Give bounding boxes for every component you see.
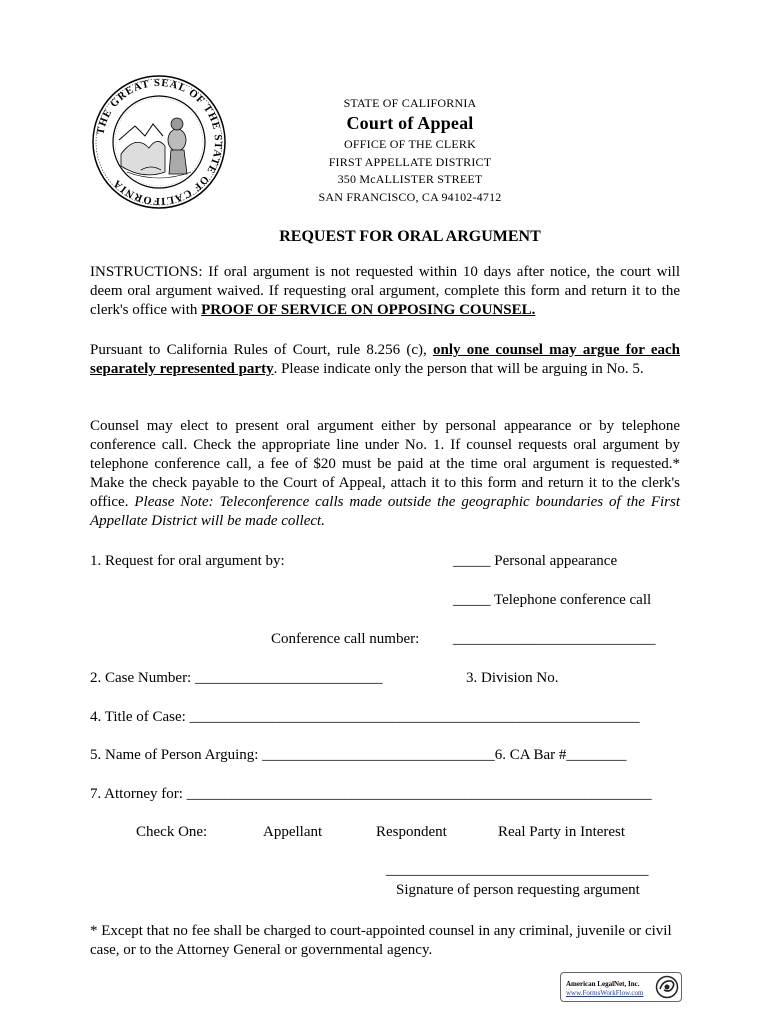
fee-footnote: * Except that no fee shall be charged to court-appointed counsel in any criminal, juvenile or civil case, or to the Attorney General or governmental agency.: [90, 923, 672, 958]
rule-text-after: . Please indicate only the person that will be arguing in No. 5.: [273, 361, 644, 377]
appellate-district: FIRST APPELLATE DISTRICT: [328, 155, 492, 169]
instructions-paragraph: [90, 263, 680, 320]
appellant-option[interactable]: Appellant: [263, 824, 323, 840]
signature-line[interactable]: ___________________________________: [386, 862, 649, 878]
case-number-field[interactable]: 2. Case Number: _________________________: [90, 670, 383, 686]
instructions-text: INSTRUCTIONS: If oral argument is not requested within 10 days after notice, the court will deem oral argument waived. If requesting oral argument, complete this form and return it to the clerk's office with: [90, 264, 680, 318]
real-party-option[interactable]: Real Party in Interest: [498, 824, 626, 840]
proof-of-service-emphasis: PROOF OF SERVICE ON OPPOSING COUNSEL.: [201, 302, 536, 318]
request-label: 1. Request for oral argument by:: [90, 553, 285, 569]
badge-url[interactable]: www.FormsWorkFlow.com: [566, 989, 644, 997]
respondent-option[interactable]: Respondent: [376, 824, 447, 840]
division-number-label: 3. Division No.: [466, 670, 559, 686]
attorney-for-field[interactable]: 7. Attorney for: ______________________________________________________________: [90, 786, 652, 802]
street-address: 350 McALLISTER STREET: [337, 172, 483, 186]
court-name: Court of Appeal: [346, 113, 474, 133]
counsel-text: Counsel may elect to present oral argument either by personal appearance or by telephone conference call. Check the appropriate line under No. 1. If counsel requests oral argument by telephone conference call, a fee of $20 must be paid at the time oral argument is requested.* Make the check payable to the Court of Appeal, attach it to this form and return it to the clerk's office.: [90, 418, 680, 510]
badge-company: American LegalNet, Inc.: [566, 980, 640, 988]
legalnet-badge: [560, 972, 682, 1002]
clerk-office: OFFICE OF THE CLERK: [344, 137, 476, 151]
swirl-logo-icon: [655, 975, 679, 999]
conference-call-label: Conference call number:: [271, 631, 420, 647]
form-title: REQUEST FOR ORAL ARGUMENT: [279, 228, 541, 245]
signature-label: Signature of person requesting argument: [396, 882, 640, 898]
rule-text-before: Pursuant to California Rules of Court, rule 8.256 (c),: [90, 342, 433, 358]
state-heading: STATE OF CALIFORNIA: [343, 96, 477, 110]
rule-paragraph: [90, 341, 680, 379]
counsel-paragraph: [90, 417, 680, 531]
telephone-conference-option[interactable]: _____ Telephone conference call: [453, 592, 652, 608]
check-one-label: Check One:: [136, 824, 208, 840]
person-arguing-field[interactable]: 5. Name of Person Arguing: _______________________________6. CA Bar #________: [90, 747, 627, 763]
california-seal-icon: [91, 74, 227, 210]
one-counsel-emphasis: only one counsel may argue for each separately represented party: [90, 342, 680, 377]
title-of-case-field[interactable]: 4. Title of Case: ____________________________________________________________: [90, 709, 640, 725]
city-address: SAN FRANCISCO, CA 94102-4712: [318, 190, 502, 204]
conference-call-number-field[interactable]: ___________________________: [453, 631, 656, 647]
teleconference-note: Please Note: Teleconference calls made outside the geographic boundaries of the First Appellate District will be made collect.: [90, 494, 680, 529]
svg-text:THE GREAT SEAL OF THE STATE OF: THE GREAT SEAL OF THE STATE OF CALIFORNIA: [95, 77, 224, 207]
personal-appearance-option[interactable]: _____ Personal appearance: [453, 553, 618, 569]
